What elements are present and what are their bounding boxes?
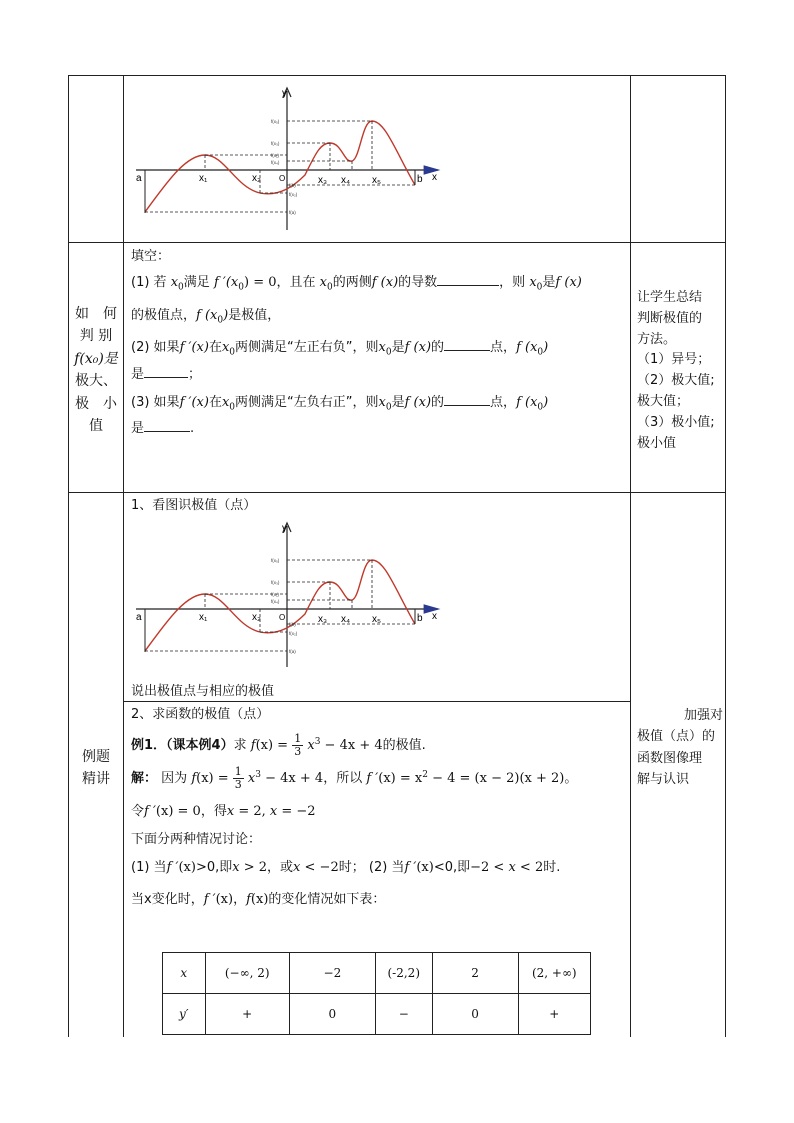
row3-label-line: 例题: [82, 749, 110, 765]
table-cell: 0: [289, 994, 375, 1035]
table-cell: (−∞, 2): [205, 953, 289, 994]
blank-5[interactable]: [144, 419, 190, 432]
row2-label-line: 值: [89, 417, 103, 434]
discuss-line: 下面分两种情况讨论：: [131, 831, 262, 847]
svg-text:f(b): f(b): [289, 183, 296, 188]
row2-label-line: 判 别: [79, 328, 113, 345]
item-1: (1) 若 $x_0$满足 f $'(x_0) = 0$，且在 $x_0$的两侧f (x)的导数 ，则 $x_0$是f (x): [131, 275, 582, 293]
svg-text:f(a): f(a): [289, 649, 296, 654]
note-line: 方法。: [637, 331, 677, 347]
item-2: (2) 如果f ′(x)在$x_0$两侧满足“左正右负”，则$x_0$是f (x)的 点，f $(x_0)$: [131, 340, 549, 358]
row2-label: [72, 303, 120, 437]
svg-text:y: y: [282, 523, 287, 534]
table-cell: −2: [289, 953, 375, 994]
fill-title: 填空：: [131, 249, 171, 264]
cases-line: (1) 当f ′(x)>0,即x > 2，或x < −2时； (2) 当f ′(x)<0,即−2 < x < 2时.: [131, 859, 561, 875]
table-right-border: [725, 75, 726, 1037]
note-line: 判断极值的: [637, 310, 703, 326]
note-line: （2）极大值;: [637, 373, 715, 389]
svg-text:f(x₂): f(x₂): [289, 631, 298, 636]
svg-text:a: a: [136, 612, 142, 623]
svg-text:x₂: x₂: [252, 173, 261, 184]
table-intro: 当x变化时，f ′(x)，f(x)的变化情况如下表：: [131, 891, 386, 907]
svg-text:b: b: [417, 613, 423, 624]
part2-section: [131, 705, 626, 910]
svg-text:f(x₁): f(x₁): [271, 592, 280, 597]
row2-label-line: f(x₀)是: [74, 350, 118, 367]
row2-label-line: 如 何: [75, 306, 117, 322]
table-cell: −: [375, 994, 432, 1035]
table-left-border: [68, 75, 69, 1037]
item-2-cont: 是 ；: [131, 366, 202, 382]
svg-text:f(x₅): f(x₅): [271, 558, 280, 563]
table-cell: +: [518, 994, 590, 1035]
svg-text:O: O: [279, 174, 286, 183]
fill-in-section: [131, 247, 626, 440]
example-1: 例1．（课本例4）求 f(x) = $\frac{1}{3}$ $x^3 - 4x + 4$的极值.: [131, 732, 426, 759]
svg-text:f(b): f(b): [289, 622, 296, 627]
table-cell: 0: [432, 994, 518, 1035]
row3-label-line: 精讲: [82, 771, 110, 788]
row3-note: [637, 705, 723, 791]
note-line: （1）异号；: [637, 352, 711, 368]
blank-3[interactable]: [144, 365, 188, 378]
svg-text:x₃: x₃: [318, 175, 328, 186]
part1-title: 1、看图识极值（点）: [131, 498, 257, 513]
svg-text:x₂: x₂: [252, 612, 261, 623]
table-cell: 2: [432, 953, 518, 994]
svg-text:f(x₅): f(x₅): [271, 119, 280, 124]
svg-text:x₄: x₄: [341, 614, 351, 625]
svg-text:f(x₂): f(x₂): [289, 192, 298, 197]
note-line: 极小值: [637, 435, 677, 451]
svg-text:x₁: x₁: [199, 173, 208, 184]
svg-text:f(x₃): f(x₃): [271, 141, 280, 146]
part1-caption: 说出极值点与相应的极值: [131, 684, 275, 699]
note-line: 函数图像理: [637, 750, 703, 766]
table-cell: (-2,2): [375, 953, 432, 994]
svg-text:x: x: [432, 611, 437, 622]
table-cell: +: [205, 994, 289, 1035]
svg-text:x₄: x₄: [341, 175, 351, 186]
row2-note: [637, 288, 723, 454]
row2-label-line: 极大、: [75, 373, 117, 390]
svg-text:b: b: [417, 174, 423, 185]
table-top-border: [68, 75, 726, 76]
item-3: (3) 如果f ′(x)在$x_0$两侧满足“左负右正”，则$x_0$是f (x)的 点，f $(x_0)$: [131, 394, 549, 413]
svg-text:f(a): f(a): [289, 210, 296, 215]
row-divider-1: [68, 242, 726, 243]
note-line: 加强对: [683, 708, 723, 723]
extremum-graph-1: [130, 85, 450, 235]
svg-text:f(x₄): f(x₄): [271, 599, 280, 604]
solution: 解： 因为 f(x) = $\frac{1}{3}$ $x^3 - 4x + 4$，所以 f $'(x) = x^2 - 4 = (x - 2)(x + 2)$。: [131, 765, 578, 792]
column-divider-1: [123, 75, 124, 1037]
svg-text:f(x₃): f(x₃): [271, 580, 280, 585]
svg-text:x₃: x₃: [318, 614, 328, 625]
row-divider-2: [68, 492, 726, 493]
table-cell: (2, +∞): [518, 953, 590, 994]
svg-text:O: O: [279, 613, 286, 622]
svg-text:a: a: [136, 173, 142, 184]
column-divider-2: [630, 75, 631, 1037]
table-cell: x: [163, 953, 206, 994]
blank-4[interactable]: [444, 393, 490, 406]
row3-label: [72, 746, 120, 791]
table-header-row: [163, 953, 591, 994]
blank-1[interactable]: [437, 273, 499, 286]
table-row: [163, 994, 591, 1035]
table-cell: y′: [163, 994, 206, 1035]
note-line: 极大值；: [637, 393, 690, 409]
svg-text:x: x: [432, 172, 437, 183]
part2-title: 2、求函数的极值（点）: [131, 707, 270, 722]
variation-table: [162, 952, 591, 1035]
svg-text:f(x₄): f(x₄): [271, 160, 280, 165]
note-line: 解与认识: [637, 772, 690, 788]
extremum-graph-2: [130, 520, 450, 670]
item-1-cont: 的极值点，f $(x_0)$是极值，: [131, 307, 281, 326]
note-line: （3）极小值;: [637, 414, 715, 430]
let-derivative-zero: 令f ′(x) = 0，得x = 2, x = −2: [131, 803, 316, 819]
svg-text:f(x₁): f(x₁): [271, 153, 280, 158]
note-line: 让学生总结: [637, 290, 703, 305]
svg-text:x₅: x₅: [372, 614, 382, 625]
note-line: 极值（点）的: [637, 729, 716, 745]
item-3-cont: 是 .: [131, 421, 195, 437]
row2-label-line: 极 小: [75, 395, 117, 412]
svg-text:y: y: [282, 88, 287, 99]
svg-text:x₁: x₁: [199, 612, 208, 623]
blank-2[interactable]: [444, 338, 490, 351]
svg-text:x₅: x₅: [372, 175, 382, 186]
